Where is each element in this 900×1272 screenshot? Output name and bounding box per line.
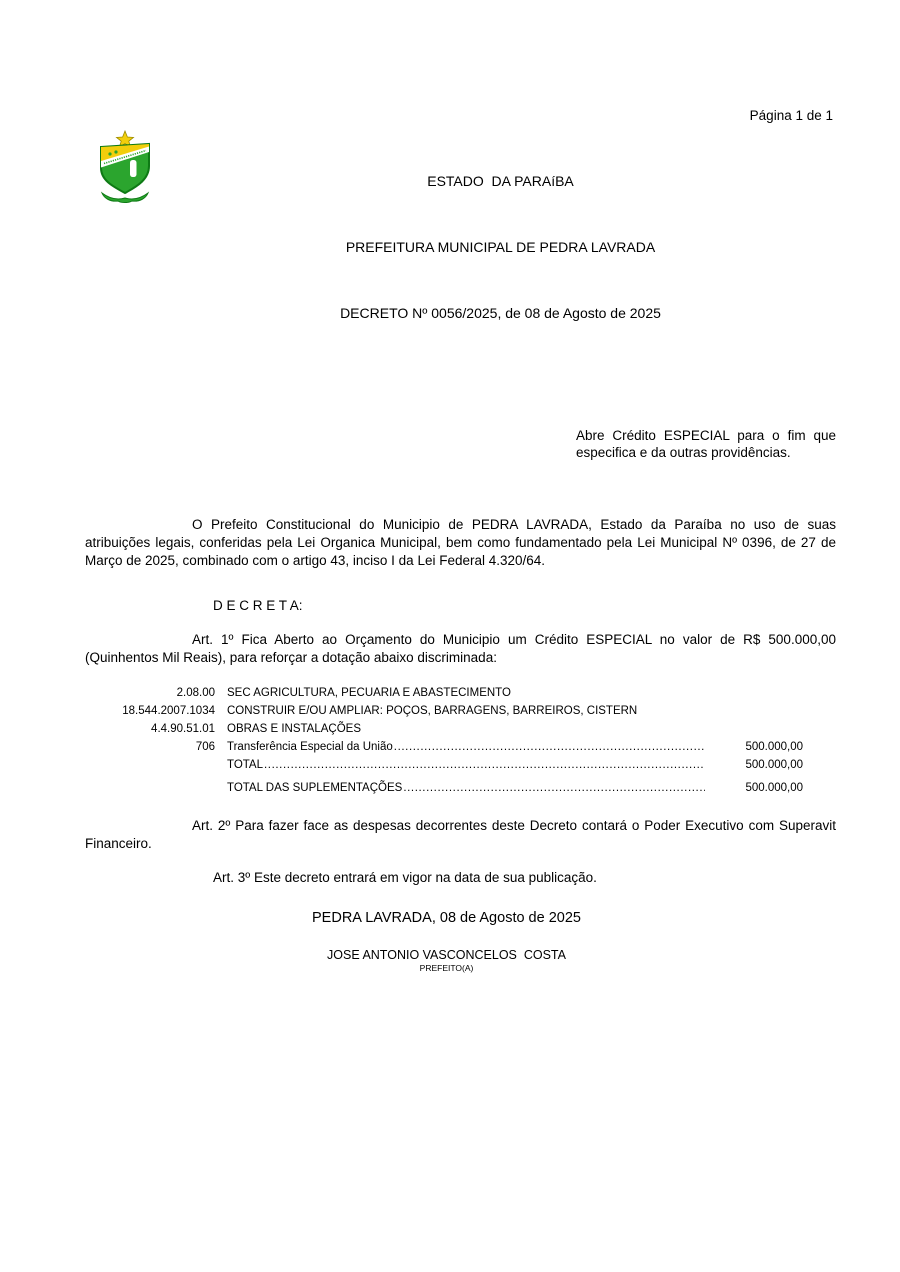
row-value: 500.000,00 <box>745 759 803 771</box>
row-description: Transferência Especial da União <box>227 741 393 753</box>
table-row <box>85 687 803 705</box>
signature-role: PREFEITO(A) <box>419 963 474 973</box>
leader-dots <box>403 782 705 796</box>
page-number: Página 1 de 1 <box>749 108 833 123</box>
row-value: 500.000,00 <box>745 741 803 753</box>
decree-summary: Abre Crédito ESPECIAL para o fim que especifica e da outras providências. <box>576 428 836 460</box>
signature-name: JOSE ANTONIO VASCONCELOS COSTA <box>327 948 566 962</box>
budget-table <box>85 687 803 800</box>
table-row-total-suplementacoes <box>85 782 803 800</box>
row-description: OBRAS E INSTALAÇÕES <box>227 723 361 735</box>
row-code: 18.544.2007.1034 <box>122 705 215 717</box>
row-description: SEC AGRICULTURA, PECUARIA E ABASTECIMENTO <box>227 687 511 699</box>
article-1: Art. 1º Fica Aberto ao Orçamento do Municipio um Crédito ESPECIAL no valor de R$ 500.000,00 (Quinhentos Mil Reais), para reforçar a dotação abaixo discriminada: <box>85 632 836 665</box>
leader-dots <box>394 741 705 755</box>
signature-block <box>85 948 808 973</box>
place-date-line: PEDRA LAVRADA, 08 de Agosto de 2025 <box>312 910 581 926</box>
row-value: 500.000,00 <box>745 782 803 794</box>
preamble-paragraph: O Prefeito Constitucional do Municipio de PEDRA LAVRADA, Estado da Paraíba no uso de suas atribuições legais, conferidas pela Lei Organica Municipal, bem como fundamentado pela Lei Municipal Nº 0396, de 27 de Março de 2025, combinado com o artigo 43, inciso I da Lei Federal 4.320/64. <box>85 517 836 568</box>
decreta-heading: D E C R E T A: <box>213 598 303 613</box>
header-decree-title: DECRETO Nº 0056/2025, de 08 de Agosto de 2025 <box>340 305 661 321</box>
table-row-total <box>85 759 803 777</box>
header-municipality: PREFEITURA MUNICIPAL DE PEDRA LAVRADA <box>345 239 656 255</box>
row-description: TOTAL DAS SUPLEMENTAÇÕES <box>227 782 403 794</box>
article-2: Art. 2º Para fazer face as despesas decorrentes deste Decreto contará o Poder Executivo com Superavit Financeiro. <box>85 818 836 851</box>
article-3: Art. 3º Este decreto entrará em vigor na data de sua publicação. <box>213 870 597 885</box>
row-code: 706 <box>195 741 215 753</box>
row-code: 2.08.00 <box>176 687 215 699</box>
document-header <box>165 0 836 368</box>
table-row <box>85 705 803 723</box>
row-description: TOTAL <box>227 759 263 771</box>
table-row <box>85 723 803 741</box>
leader-dots <box>264 759 705 773</box>
row-code: 4.4.90.51.01 <box>151 723 215 735</box>
row-description: CONSTRUIR E/OU AMPLIAR: POÇOS, BARRAGENS, BARREIROS, CISTERN <box>227 705 638 717</box>
header-state: ESTADO DA PARAíBA <box>427 173 574 189</box>
coat-of-arms-icon <box>96 130 154 206</box>
table-row <box>85 741 803 759</box>
